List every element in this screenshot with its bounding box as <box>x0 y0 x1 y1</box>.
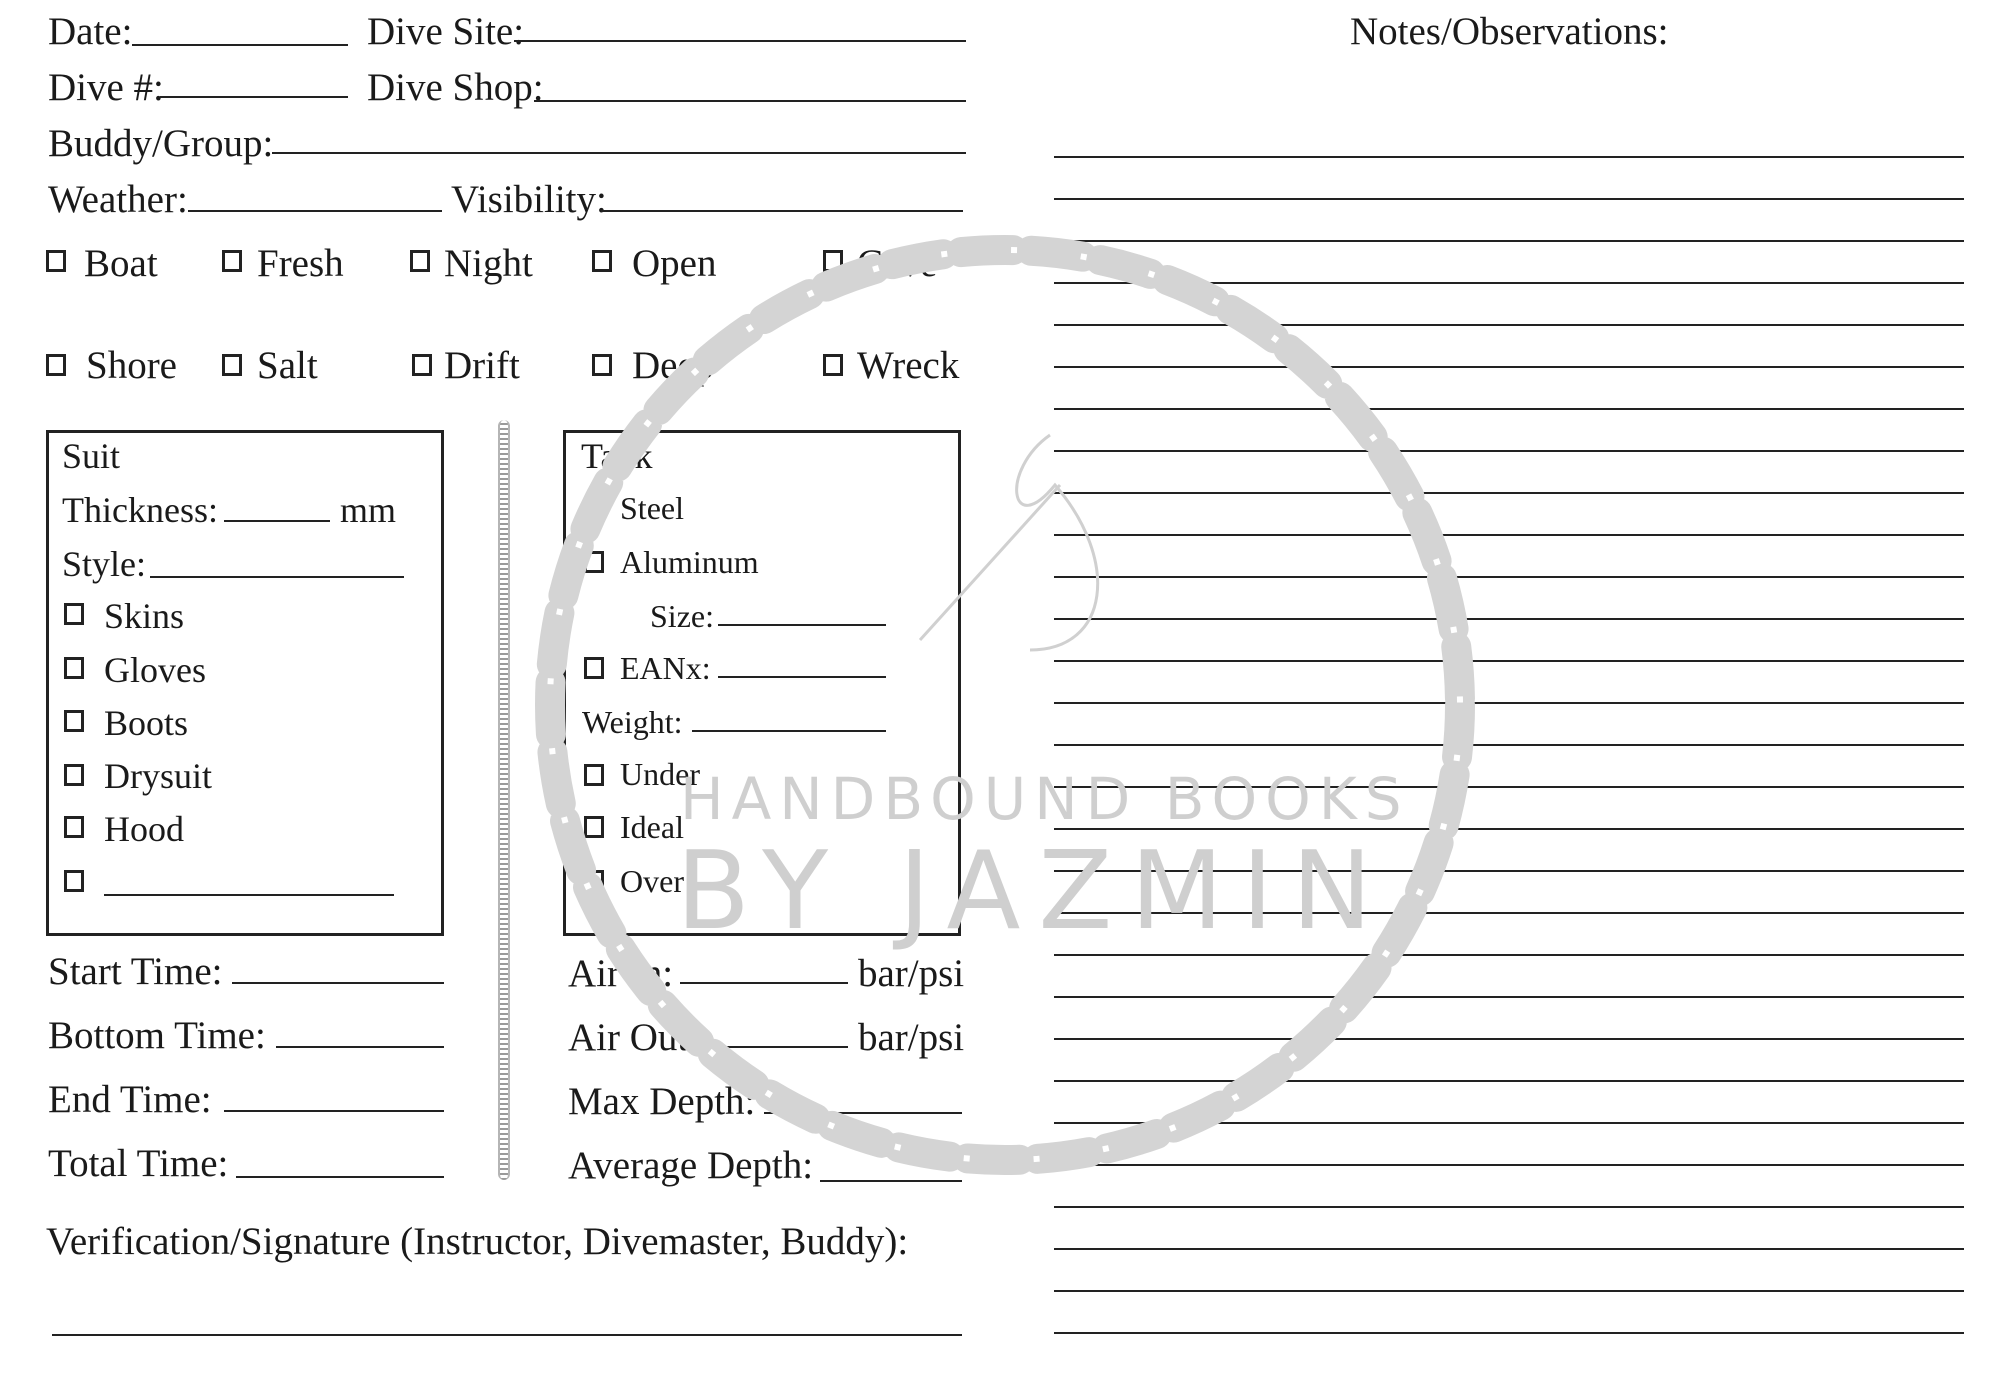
thickness-label: Thickness: <box>62 490 218 530</box>
bottom-time-label: Bottom Time: <box>48 1014 266 1057</box>
over-label: Over <box>620 863 684 899</box>
weather-field[interactable] <box>188 210 442 212</box>
fresh-checkbox[interactable] <box>222 250 242 272</box>
shore-checkbox[interactable] <box>46 354 66 376</box>
steel-checkbox[interactable] <box>584 497 604 519</box>
dive-shop-label: Dive Shop: <box>367 66 544 109</box>
notes-line[interactable] <box>1054 156 1964 158</box>
start-time-label: Start Time: <box>48 950 223 993</box>
dive-number-field[interactable] <box>160 96 348 98</box>
max-depth-label: Max Depth: <box>568 1080 756 1123</box>
dive-site-label: Dive Site: <box>367 10 525 53</box>
air-in-label: Air In: <box>568 952 674 995</box>
boat-label: Boat <box>84 242 158 285</box>
max-depth-field[interactable] <box>764 1112 962 1114</box>
weight-label: Weight: <box>582 704 683 740</box>
notes-line[interactable] <box>1054 576 1964 578</box>
notes-line[interactable] <box>1054 1332 1964 1334</box>
salt-checkbox[interactable] <box>222 354 242 376</box>
weight-field[interactable] <box>692 730 886 732</box>
style-field[interactable] <box>150 576 404 578</box>
ideal-checkbox[interactable] <box>584 816 604 838</box>
watermark-line2: BY JAZMIN <box>676 829 1391 954</box>
notes-line[interactable] <box>1054 660 1964 662</box>
wreck-label: Wreck <box>857 344 960 387</box>
bottom-time-field[interactable] <box>276 1046 444 1048</box>
notes-line[interactable] <box>1054 1122 1964 1124</box>
notes-line[interactable] <box>1054 1290 1964 1292</box>
thickness-field[interactable] <box>224 520 330 522</box>
ideal-label: Ideal <box>620 809 684 845</box>
total-time-label: Total Time: <box>48 1142 229 1185</box>
hood-label: Hood <box>104 809 184 849</box>
notes-line[interactable] <box>1054 408 1964 410</box>
air-out-field[interactable] <box>714 1046 848 1048</box>
notes-line[interactable] <box>1054 1206 1964 1208</box>
notes-line[interactable] <box>1054 996 1964 998</box>
end-time-field[interactable] <box>224 1110 444 1112</box>
notes-line[interactable] <box>1054 198 1964 200</box>
notes-line[interactable] <box>1054 618 1964 620</box>
gloves-label: Gloves <box>104 650 206 690</box>
steel-label: Steel <box>620 490 684 526</box>
size-label: Size: <box>650 598 714 634</box>
cave-label: Cave <box>857 242 938 285</box>
boots-label: Boots <box>104 703 189 743</box>
other-suit-field[interactable] <box>104 894 394 896</box>
notes-line[interactable] <box>1054 1038 1964 1040</box>
dive-shop-field[interactable] <box>534 100 966 102</box>
air-out-unit: bar/psi <box>858 1016 965 1059</box>
weather-label: Weather: <box>48 178 188 221</box>
open-checkbox[interactable] <box>592 250 612 272</box>
average-depth-label: Average Depth: <box>568 1144 814 1187</box>
visibility-field[interactable] <box>601 210 963 212</box>
buddy-group-label: Buddy/Group: <box>48 122 274 165</box>
skins-checkbox[interactable] <box>64 603 84 625</box>
deep-checkbox[interactable] <box>592 354 612 376</box>
start-time-field[interactable] <box>232 982 444 984</box>
aluminum-label: Aluminum <box>620 544 759 580</box>
watermark-line1: HANDBOUND BOOKS <box>680 765 1410 833</box>
hood-checkbox[interactable] <box>64 816 84 838</box>
open-label: Open <box>632 242 717 285</box>
total-time-field[interactable] <box>236 1176 444 1178</box>
notes-line[interactable] <box>1054 954 1964 956</box>
end-time-label: End Time: <box>48 1078 212 1121</box>
over-checkbox[interactable] <box>584 870 604 892</box>
boots-checkbox[interactable] <box>64 710 84 732</box>
column-divider <box>498 420 510 1180</box>
boat-checkbox[interactable] <box>46 250 66 272</box>
notes-line[interactable] <box>1054 492 1964 494</box>
average-depth-field[interactable] <box>820 1180 962 1182</box>
notes-line[interactable] <box>1054 1164 1964 1166</box>
notes-line[interactable] <box>1054 240 1964 242</box>
notes-line[interactable] <box>1054 1080 1964 1082</box>
night-checkbox[interactable] <box>410 250 430 272</box>
drift-checkbox[interactable] <box>412 354 432 376</box>
dive-site-field[interactable] <box>514 40 966 42</box>
gloves-checkbox[interactable] <box>64 657 84 679</box>
notes-line[interactable] <box>1054 1248 1964 1250</box>
air-in-field[interactable] <box>680 982 848 984</box>
drysuit-label: Drysuit <box>104 756 212 796</box>
buddy-group-field[interactable] <box>272 152 966 154</box>
aluminum-checkbox[interactable] <box>584 551 604 573</box>
under-label: Under <box>620 756 700 792</box>
thickness-unit: mm <box>340 490 397 530</box>
date-label: Date: <box>48 10 133 53</box>
air-out-label: Air Out: <box>568 1016 700 1059</box>
size-field[interactable] <box>718 624 886 626</box>
verification-label: Verification/Signature (Instructor, Divemaster, Buddy): <box>46 1220 909 1263</box>
date-field[interactable] <box>132 44 348 46</box>
salt-label: Salt <box>257 344 318 387</box>
notes-line[interactable] <box>1054 534 1964 536</box>
suit-title: Suit <box>62 436 121 476</box>
notes-line[interactable] <box>1054 282 1964 284</box>
visibility-label: Visibility: <box>451 178 607 221</box>
skins-label: Skins <box>104 596 185 636</box>
air-in-unit: bar/psi <box>858 952 965 995</box>
eanx-checkbox[interactable] <box>584 657 604 679</box>
style-label: Style: <box>62 544 147 584</box>
tank-title: Tank <box>581 436 653 476</box>
night-label: Night <box>444 242 533 285</box>
fresh-label: Fresh <box>257 242 344 285</box>
other-suit-checkbox[interactable] <box>64 870 84 892</box>
notes-line[interactable] <box>1054 744 1964 746</box>
drysuit-checkbox[interactable] <box>64 764 84 786</box>
wreck-checkbox[interactable] <box>823 354 843 376</box>
notes-title: Notes/Observations: <box>1350 10 1669 53</box>
dive-number-label: Dive #: <box>48 66 164 109</box>
signature-field[interactable] <box>52 1334 962 1336</box>
notes-line[interactable] <box>1054 324 1964 326</box>
cave-checkbox[interactable] <box>823 250 843 272</box>
drift-label: Drift <box>444 344 520 387</box>
eanx-field[interactable] <box>718 676 886 678</box>
under-checkbox[interactable] <box>584 764 604 786</box>
notes-line[interactable] <box>1054 702 1964 704</box>
eanx-label: EANx: <box>620 650 711 686</box>
notes-line[interactable] <box>1054 366 1964 368</box>
shore-label: Shore <box>86 344 177 387</box>
deep-label: Deep <box>632 344 715 387</box>
notes-line[interactable] <box>1054 450 1964 452</box>
